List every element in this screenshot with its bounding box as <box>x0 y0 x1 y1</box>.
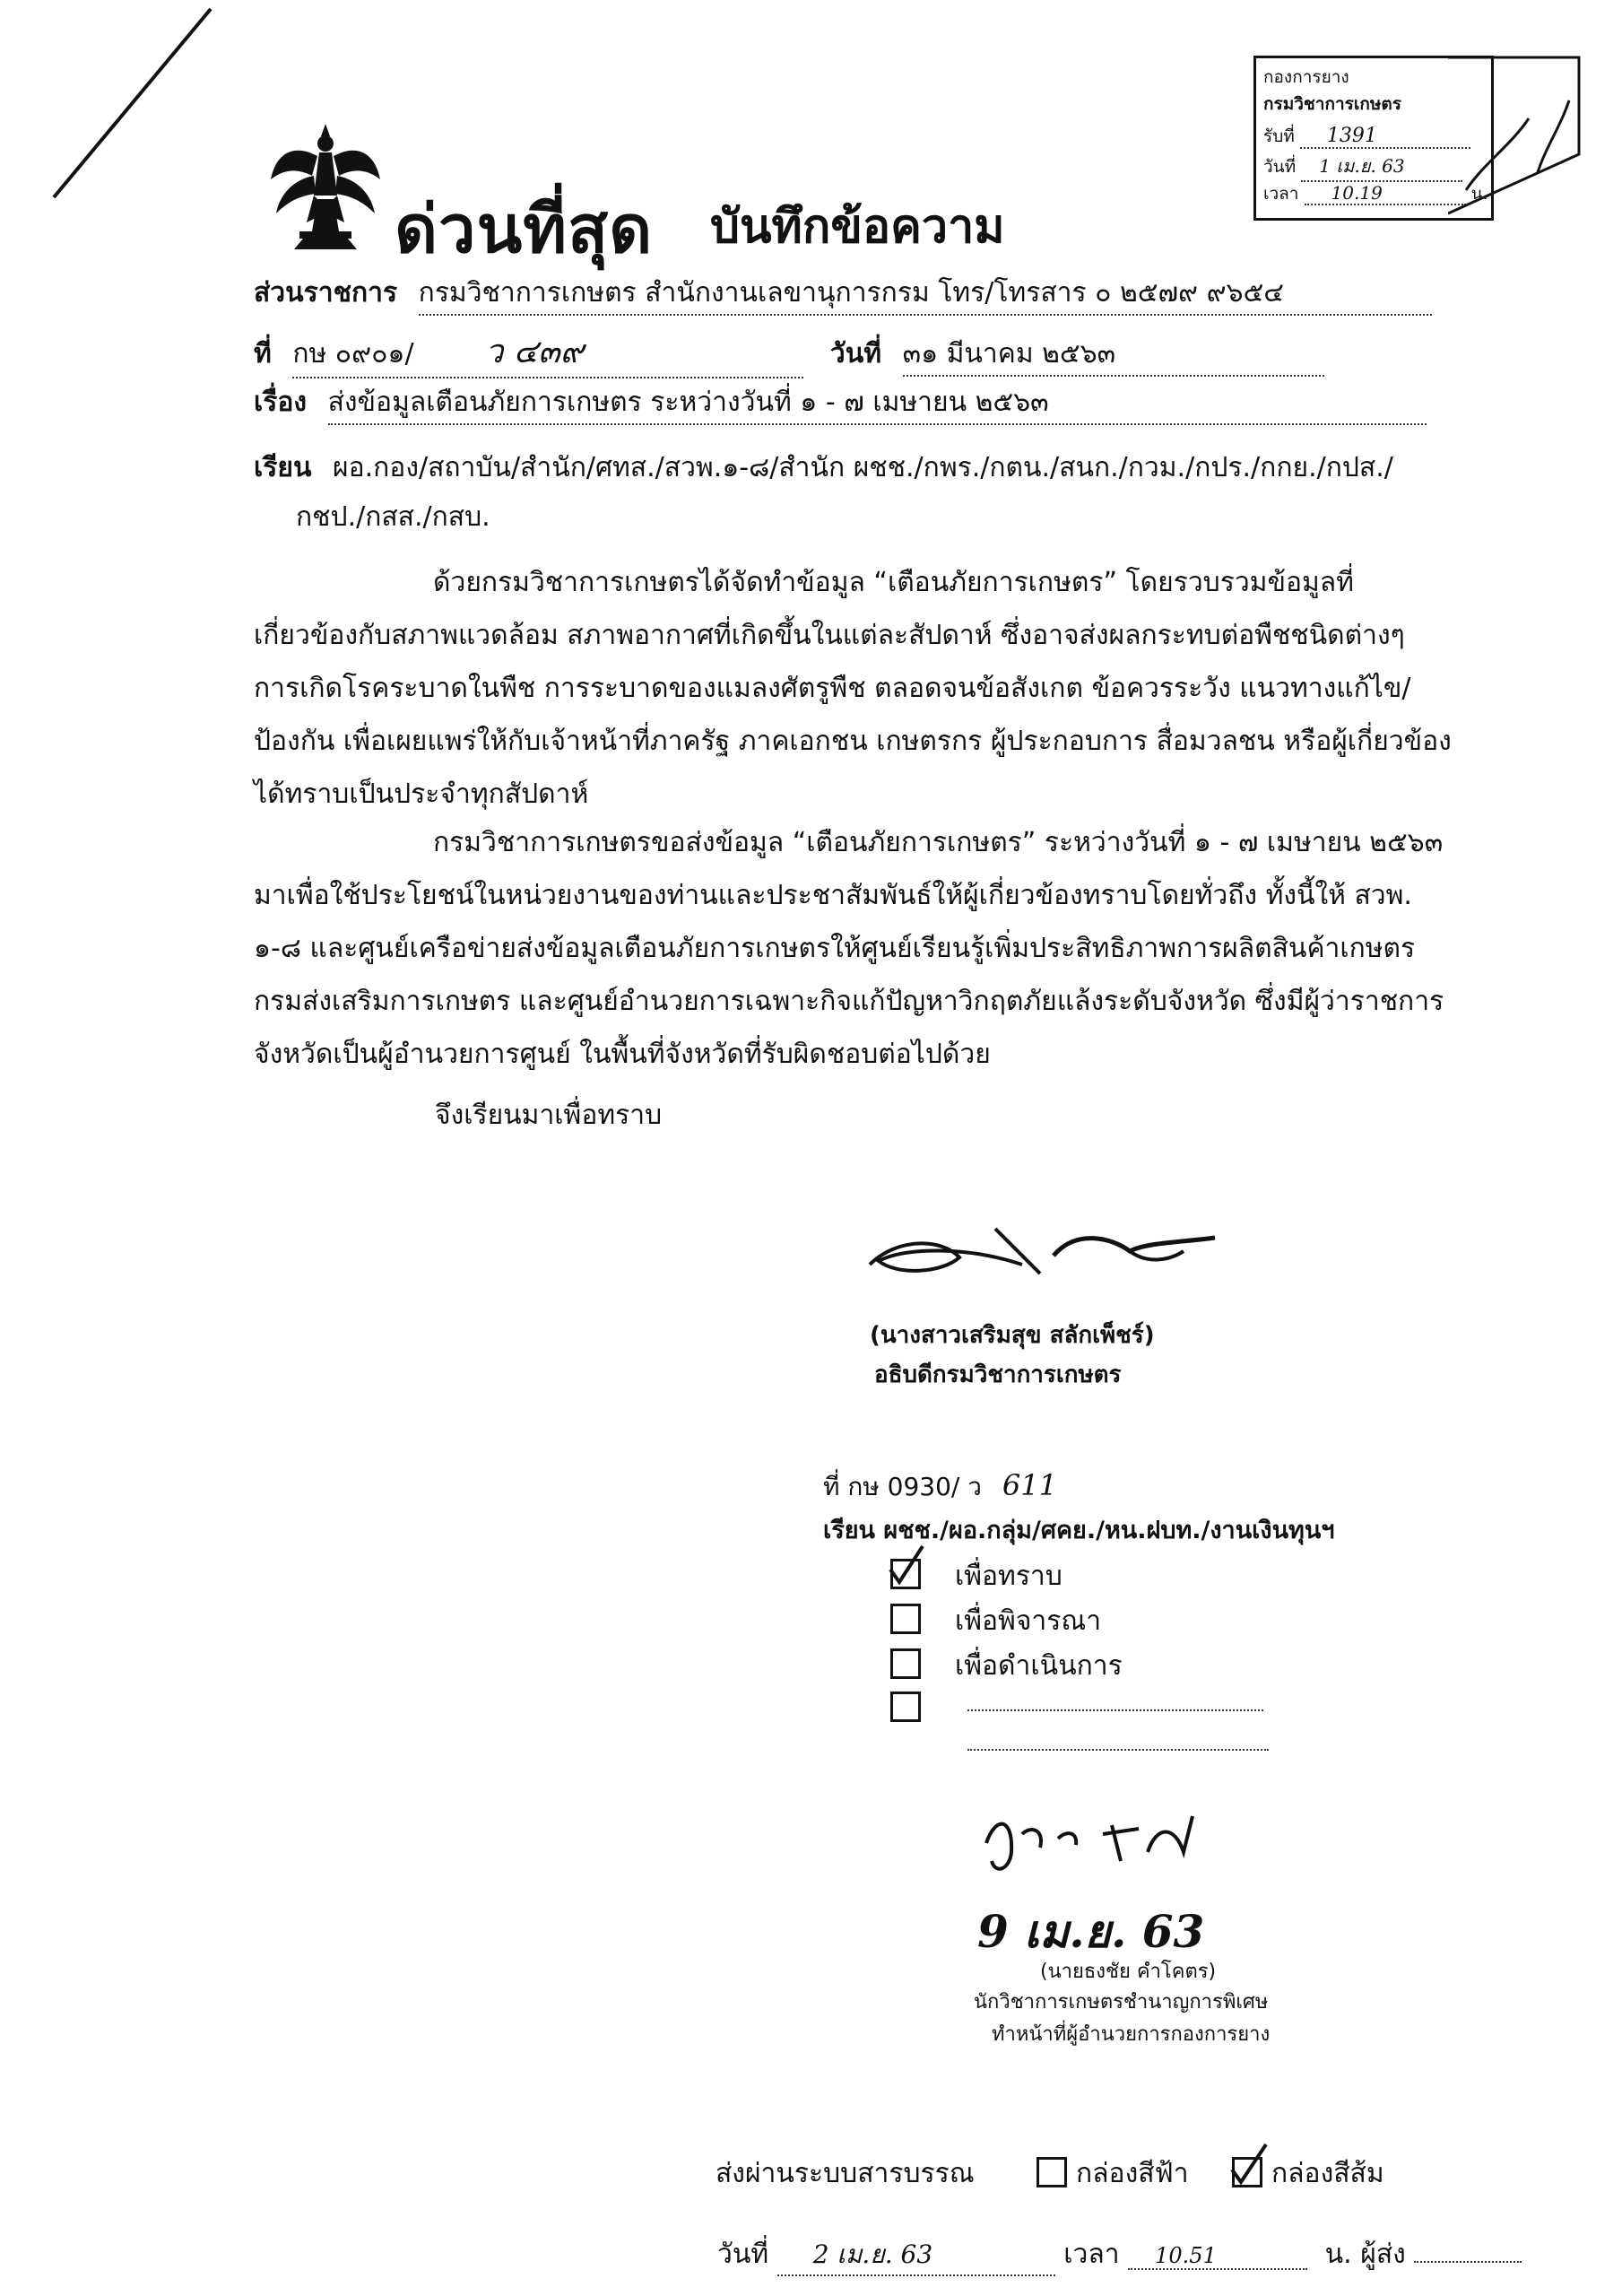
stamp-time-label: เวลา <box>1263 184 1299 204</box>
to-line-1: ผอ.กอง/สถาบัน/สำนัก/ศทส./สวพ.๑-๘/สำนัก ผชช./กพร./กตน./สนก./กวม./กปร./กกย./กปส./ <box>333 452 1393 483</box>
routing-ref: ที่ กษ 0930/ ว <box>823 1472 982 1501</box>
footer-date-label: วันที่ <box>717 2239 769 2270</box>
routing-to: เรียน ผชช./ผอ.กลุ่ม/ศคย./หน.ฝบท./งานเงินทุนฯ <box>823 1517 1335 1544</box>
garuda-emblem <box>267 117 384 251</box>
check-mark-icon <box>887 1543 930 1591</box>
date-label: วันที่ <box>829 338 882 370</box>
stamp-diagonal-mark <box>1448 56 1583 215</box>
checkbox-proceed[interactable] <box>890 1648 921 1679</box>
officer-title-1: นักวิชาการเกษตรชำนาญการพิเศษ <box>974 1991 1269 2013</box>
option-other-second-line <box>967 1749 1269 1751</box>
footer-sender-blank <box>1414 2261 1522 2263</box>
date-value: ๓๑ มีนาคม ๒๕๖๓ <box>903 333 1324 377</box>
ref-handwritten-number: ว ๔๓๙ <box>485 334 584 370</box>
stamp-department: กรมวิชาการเกษตร <box>1263 94 1401 114</box>
option-label-consider: เพื่อพิจารณา <box>955 1605 1102 1637</box>
stamp-division: กองการยาง <box>1263 67 1349 87</box>
signatory-position: อธิบดีกรมวิชาการเกษตร <box>874 1361 1122 1388</box>
option-label-inform: เพื่อทราบ <box>955 1561 1063 1592</box>
footer-unit-sender-label: น. ผู้ส่ง <box>1324 2239 1406 2270</box>
body-paragraph-1: ด้วยกรมวิชาการเกษตรได้จัดทำข้อมูล “เตือนภัยการเกษตร” โดยรวบรวมข้อมูลที่เกี่ยวข้องกับสภาพแวดล้อม สภาพอากาศที่เกิดขึ้นในแต่ละสัปดาห์ ซึ่งอาจส่งผลกระทบต่อพืชชนิดต่างๆ การเกิดโรคระบาดในพืช การระบาดของแมลงศัตรูพืช ตลอดจนข้อสังเกต ข้อควรระวัง แนวทางแก้ไข/ป้องกัน เพื่อเผยแพร่ให้กับเจ้าหน้าที่ภาครัฐ ภาคเอกชน เกษตรกร ผู้ประกอบการ สื่อมวลชน หรือผู้เกี่ยวข้องได้ทราบเป็นประจำทุกสัปดาห์ <box>254 567 1452 810</box>
to-label: เรียน <box>254 452 312 483</box>
officer-name: (นายธงชัย คำโคตร) <box>1040 1961 1217 1983</box>
stamp-date-label: วันที่ <box>1263 157 1297 177</box>
routing-ref-handwritten: 611 <box>1002 1468 1057 1502</box>
corner-pen-stroke <box>18 0 224 215</box>
checkbox-blue-box[interactable] <box>1037 2157 1067 2187</box>
ref-label: ที่ <box>254 338 272 370</box>
stamp-time-unit: น. <box>1470 184 1488 204</box>
orange-box-label: กล่องสีส้ม <box>1271 2158 1384 2189</box>
to-line-2: กชป./กสส./กสบ. <box>296 501 490 533</box>
memo-title: บันทึกข้อความ <box>710 200 1005 254</box>
footer-time-value: 10.51 <box>1128 2243 1307 2270</box>
ref-value: กษ ๐๙๐๑/ <box>292 338 414 370</box>
urgency-label: ด่วนที่สุด <box>395 191 654 268</box>
subject-value: ส่งข้อมูลเตือนภัยการเกษตร ระหว่างวันที่ ๑ - ๗ เมษายน ๒๕๖๓ <box>328 381 1427 425</box>
signatory-name: (นางสาวเสริมสุข สลักเพ็ชร์) <box>870 1322 1155 1349</box>
check-mark-icon <box>1227 2139 1271 2187</box>
subject-label: เรื่อง <box>254 387 308 418</box>
stamp-recv-no-label: รับที่ <box>1263 126 1295 146</box>
option-other-blank-line <box>967 1709 1263 1711</box>
checkbox-consider[interactable] <box>890 1604 921 1634</box>
footer-date-value: 2 เม.ย. 63 <box>777 2235 1055 2276</box>
closing-line: จึงเรียนมาเพื่อทราบ <box>435 1100 663 1131</box>
officer-title-2: ทำหน้าที่ผู้อำนวยการกองการยาง <box>992 2023 1271 2046</box>
stamp-recv-no: 1391 <box>1300 125 1470 149</box>
blue-box-label: กล่องสีฟ้า <box>1076 2158 1189 2189</box>
footer-time-label: เวลา <box>1063 2239 1120 2270</box>
agency-label: ส่วนราชการ <box>254 277 398 309</box>
director-signature <box>861 1202 1237 1300</box>
stamp-date: 1 เม.ย. 63 <box>1301 152 1462 182</box>
officer-signature <box>977 1789 1210 1888</box>
agency-value: กรมวิชาการเกษตร สำนักงานเลขานุการกรม โทร/โทรสาร ๐ ๒๕๗๙ ๙๖๕๔ <box>419 272 1432 316</box>
officer-handwritten-date: 9 เม.ย. 63 <box>977 1905 1205 1958</box>
stamp-time: 10.19 <box>1305 182 1466 205</box>
option-label-proceed: เพื่อดำเนินการ <box>955 1650 1123 1682</box>
checkbox-other[interactable] <box>890 1692 921 1722</box>
send-channel-label: ส่งผ่านระบบสารบรรณ <box>716 2158 975 2189</box>
body-paragraph-2: กรมวิชาการเกษตรขอส่งข้อมูล “เตือนภัยการเกษตร” ระหว่างวันที่ ๑ - ๗ เมษายน ๒๕๖๓ มาเพื่อใช้ประโยชน์ในหน่วยงานของท่านและประชาสัมพันธ์ให้ผู้เกี่ยวข้องทราบโดยทั่วถึง ทั้งนี้ให้ สวพ. ๑-๘ และศูนย์เครือข่ายส่งข้อมูลเตือนภัยการเกษตรให้ศูนย์เรียนรู้เพิ่มประสิทธิภาพการผลิตสินค้าเกษตร กรมส่งเสริมการเกษตร และศูนย์อำนวยการเฉพาะกิจแก้ปัญหาวิกฤตภัยแล้งระดับจังหวัด ซึ่งมีผู้ว่าราชการจังหวัดเป็นผู้อำนวยการศูนย์ ในพื้นที่จังหวัดที่รับผิดชอบต่อไปด้วย <box>254 827 1444 1070</box>
